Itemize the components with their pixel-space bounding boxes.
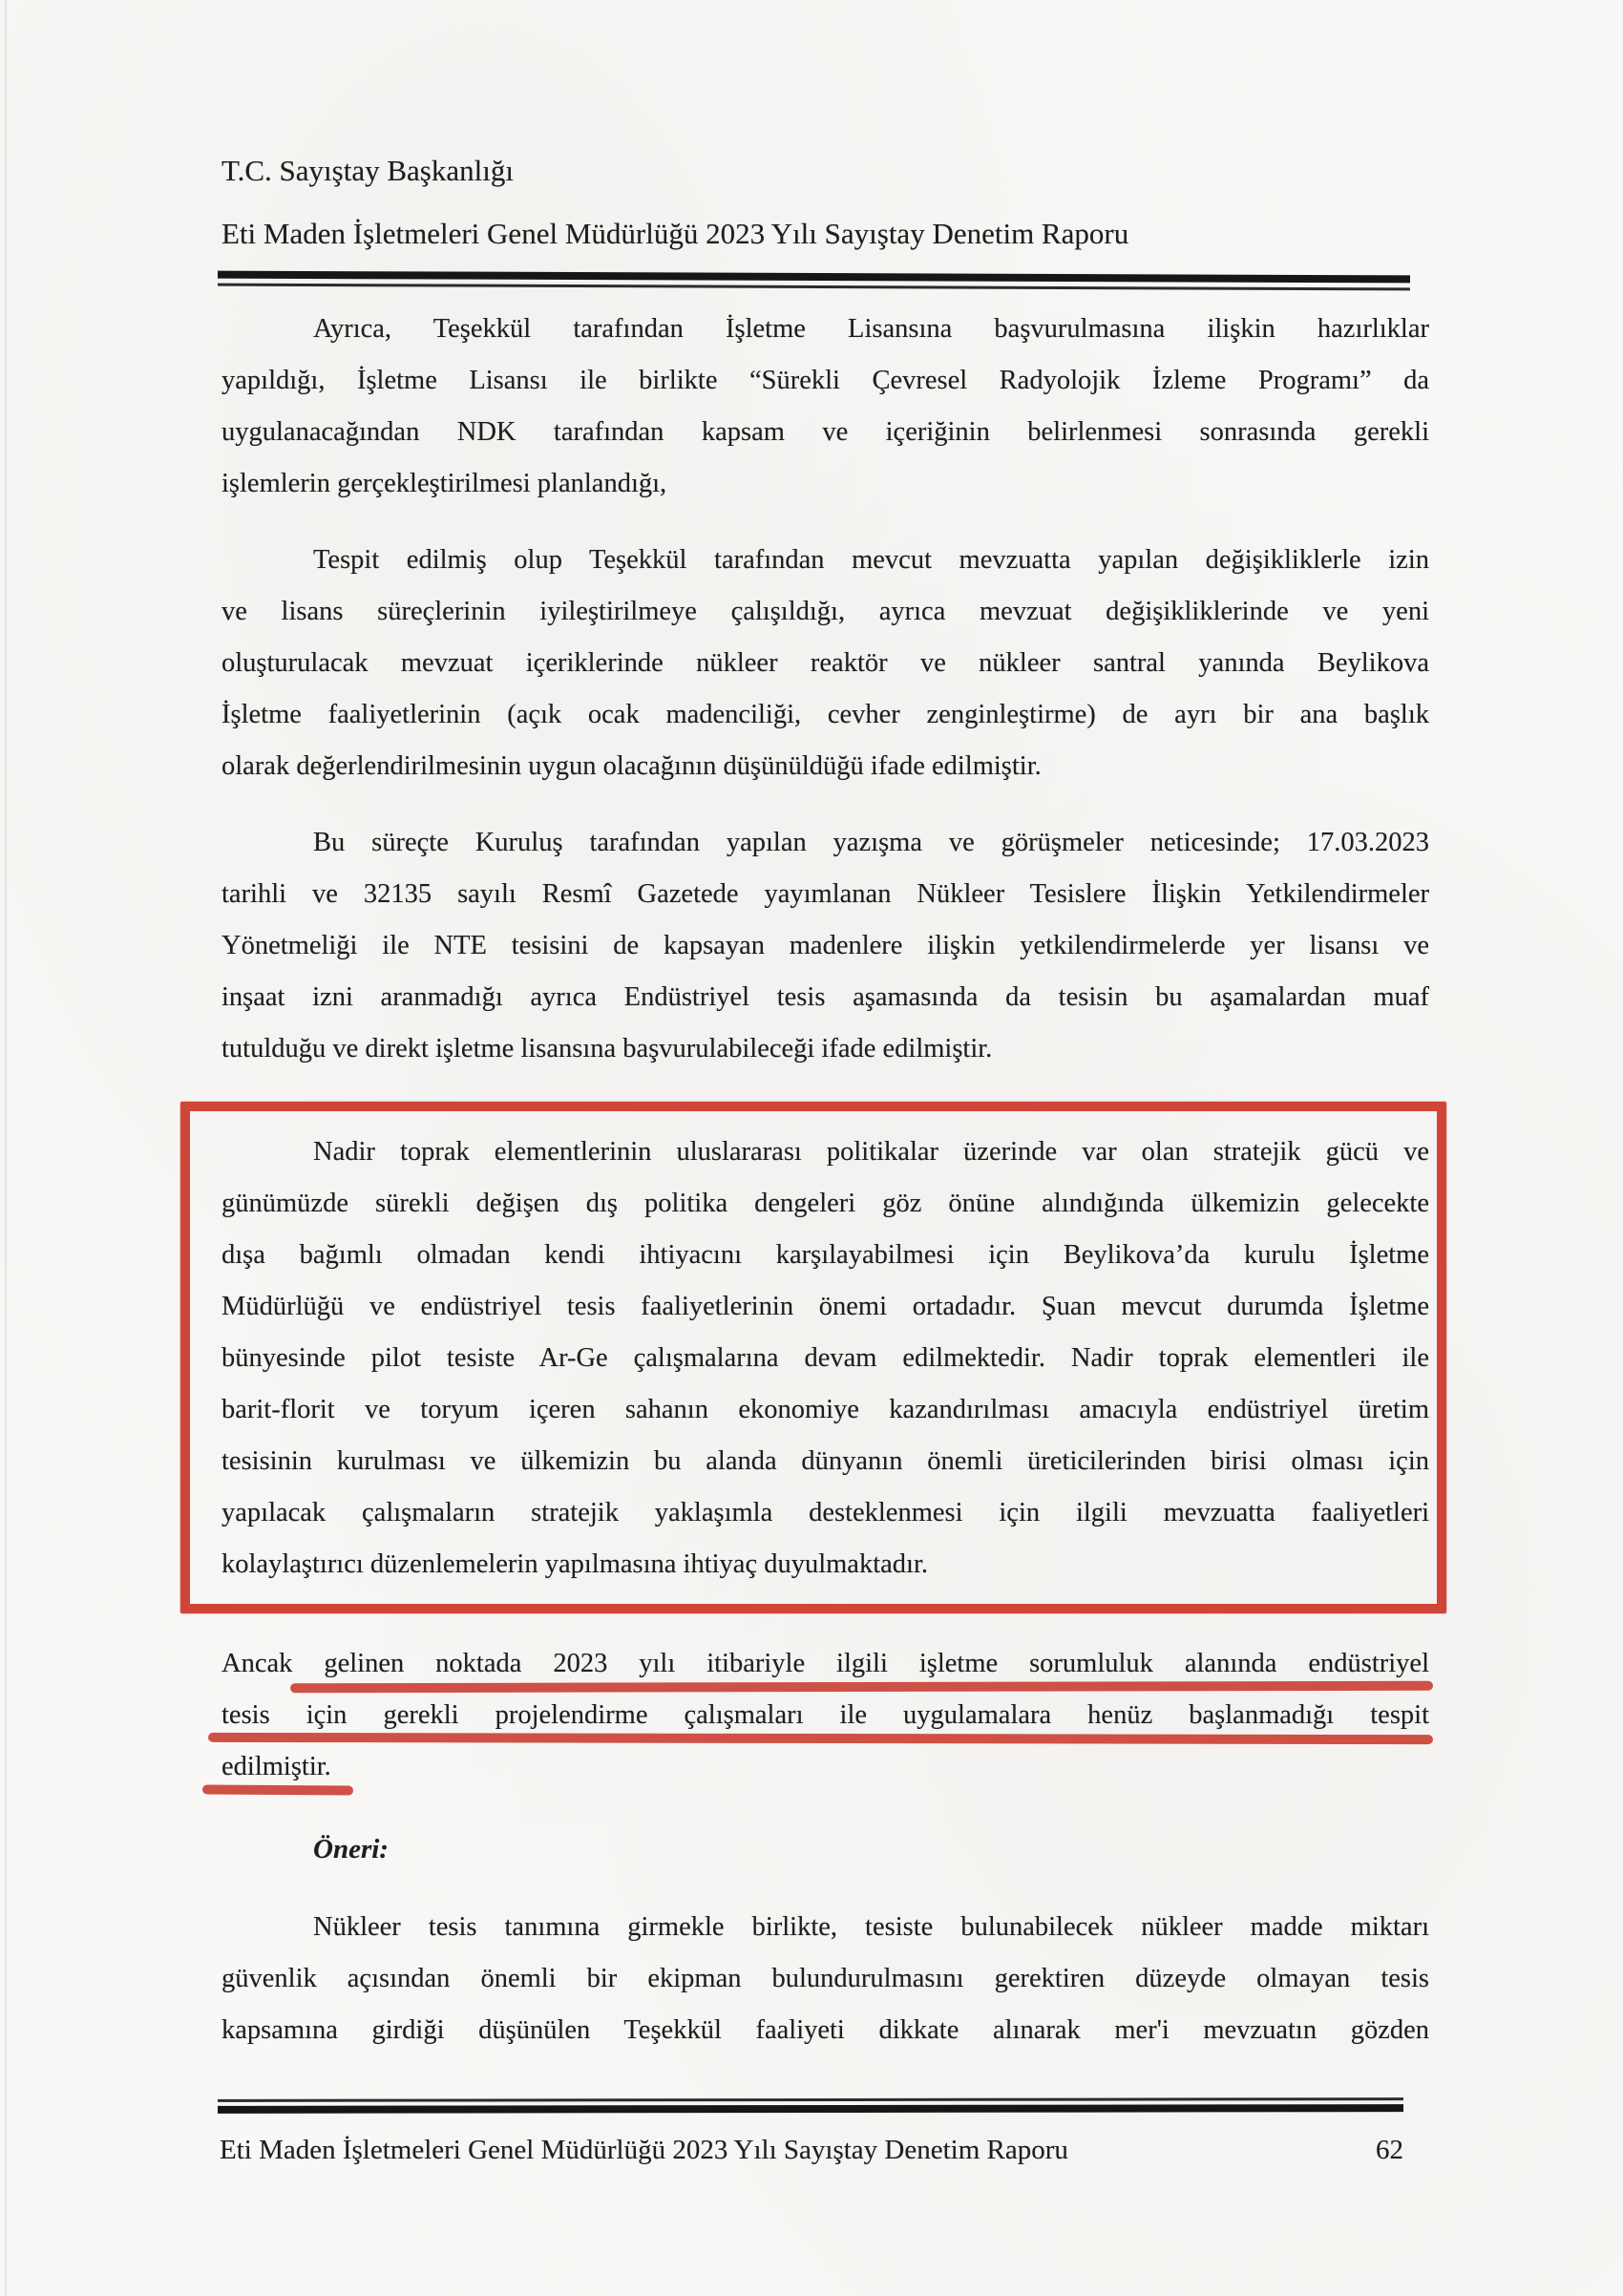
red-underline-annotation-line3 <box>202 1784 353 1795</box>
text-line: ve lisans süreçlerinin iyileştirilmeye çalışıldığı, ayrıca mevzuat değişikliklerinde ve yeni <box>221 597 1429 626</box>
org-title: T.C. Sayıştay Başkanlığı <box>221 154 514 187</box>
text-line: tutulduğu ve direkt işletme lisansına başvurulabileceği ifade edilmiştir. <box>221 1034 993 1064</box>
text-line: işlemlerin gerçekleştirilmesi planlandığı, <box>221 469 667 498</box>
text-line: dışa bağımlı olmadan kendi ihtiyacını karşılayabilmesi için Beylikova’da kurulu İşletme <box>221 1240 1429 1270</box>
paragraph-ancak-gelinen <box>221 1638 1429 1793</box>
text-line: kapsamına girdiği düşünülen Teşekkül faaliyeti dikkate alınarak mer'i mevzuatın gözden <box>221 2015 1429 2045</box>
text-line: yapılacak çalışmaların stratejik yaklaşımla desteklenmesi için ilgili mevzuatta faaliyetleri <box>221 1498 1429 1527</box>
text-line: oluşturulacak mevzuat içeriklerinde nükleer reaktör ve nükleer santral yanında Beylikova <box>221 648 1429 678</box>
text-line: inşaat izni aranmadığı ayrıca Endüstriyel tesis aşamasında da tesisin bu aşamalardan muaf <box>221 982 1429 1012</box>
paragraph-tespit-edilmis <box>221 535 1429 792</box>
text-line: uygulanacağından NDK tarafından kapsam ve içeriğinin belirlenmesi sonrasında gerekli <box>221 417 1429 447</box>
text-line: kolaylaştırıcı düzenlemelerin yapılmasına ihtiyaç duyulmaktadır. <box>221 1549 928 1579</box>
text-line: edilmiştir. <box>221 1752 331 1781</box>
text-line: Bu süreçte Kuruluş tarafından yapılan yazışma ve görüşmeler neticesinde; 17.03.2023 <box>313 828 1429 857</box>
text-line: Tespit edilmiş olup Teşekkül tarafından mevcut mevzuatta yapılan değişikliklerle izin <box>313 545 1429 575</box>
text-line: tesis için gerekli projelendirme çalışmaları ile uygulamalara henüz başlanmadığı tespit <box>221 1700 1429 1730</box>
text-line: barit-florit ve toryum içeren sahanın ekonomiye kazandırılması amacıyla endüstriyel üretim <box>221 1395 1429 1424</box>
text-line: güvenlik açısından önemli bir ekipman bulundurulmasını gerektiren düzeyde olmayan tesis <box>221 1964 1429 1993</box>
text-line: Yönetmeliği ile NTE tesisini de kapsayan madenlere ilişkin yetkilendirmelerde yer lisansı ve <box>221 931 1429 960</box>
text-line: olarak değerlendirilmesinin uygun olacağının düşünüldüğü ifade edilmiştir. <box>221 751 1042 781</box>
page-content <box>221 0 1429 2056</box>
text-line: İşletme faaliyetlerinin (açık ocak madenciliği, cevher zenginleştirme) de ayrı bir ana başlık <box>221 700 1429 729</box>
paragraph-isletme-lisansi <box>221 304 1429 510</box>
text-line: tarihli ve 32135 sayılı Resmî Gazetede yayımlanan Nükleer Tesislere İlişkin Yetkilendirmeler <box>221 879 1429 909</box>
report-title: Eti Maden İşletmeleri Genel Müdürlüğü 2023 Yılı Sayıştay Denetim Raporu <box>221 217 1129 250</box>
recommendation-heading: Öneri: <box>313 1834 389 1864</box>
document-header <box>221 0 1429 265</box>
text-line: günümüzde sürekli değişen dış politika dengeleri göz önüne alındığında ülkemizin gelecekte <box>221 1189 1429 1218</box>
text-line: tesisinin kurulması ve ülkemizin bu alanda dünyanın önemli üreticilerinden birisi olması için <box>221 1446 1429 1476</box>
header-divider-rule <box>218 271 1410 291</box>
text-line: Ayrıca, Teşekkül tarafından İşletme Lisansına başvurulmasına ilişkin hazırlıklar <box>313 314 1429 344</box>
text-line: Müdürlüğü ve endüstriyel tesis faaliyetlerinin önemi ortadadır. Şuan mevcut durumda İşletme <box>221 1292 1429 1321</box>
red-annotation-box <box>180 1102 1446 1613</box>
page-number: 62 <box>1376 2135 1403 2165</box>
footer-divider-rule <box>218 2097 1403 2114</box>
page-footer <box>220 2129 1403 2171</box>
paragraph-nadir-toprak <box>221 1127 1429 1590</box>
paragraph-bu-surecte <box>221 817 1429 1075</box>
paragraph-nukleer-tesis <box>221 1902 1429 2056</box>
text-line: Nükleer tesis tanımına girmekle birlikte, tesiste bulunabilecek nükleer madde miktarı <box>313 1912 1429 1942</box>
text-line: bünyesinde pilot tesiste Ar-Ge çalışmalarına devam edilmektedir. Nadir toprak elementleri ile <box>221 1343 1429 1373</box>
text-line: Nadir toprak elementlerinin uluslararası politikalar üzerinde var olan stratejik gücü ve <box>313 1137 1429 1167</box>
text-line: yapıldığı, İşletme Lisansı ile birlikte “Sürekli Çevresel Radyolojik İzleme Programı” da <box>221 366 1429 395</box>
text-line: Ancak gelinen noktada 2023 yılı itibariyle ilgili işletme sorumluluk alanında endüstriyel <box>221 1649 1429 1678</box>
footer-title: Eti Maden İşletmeleri Genel Müdürlüğü 2023 Yılı Sayıştay Denetim Raporu <box>220 2135 1068 2165</box>
